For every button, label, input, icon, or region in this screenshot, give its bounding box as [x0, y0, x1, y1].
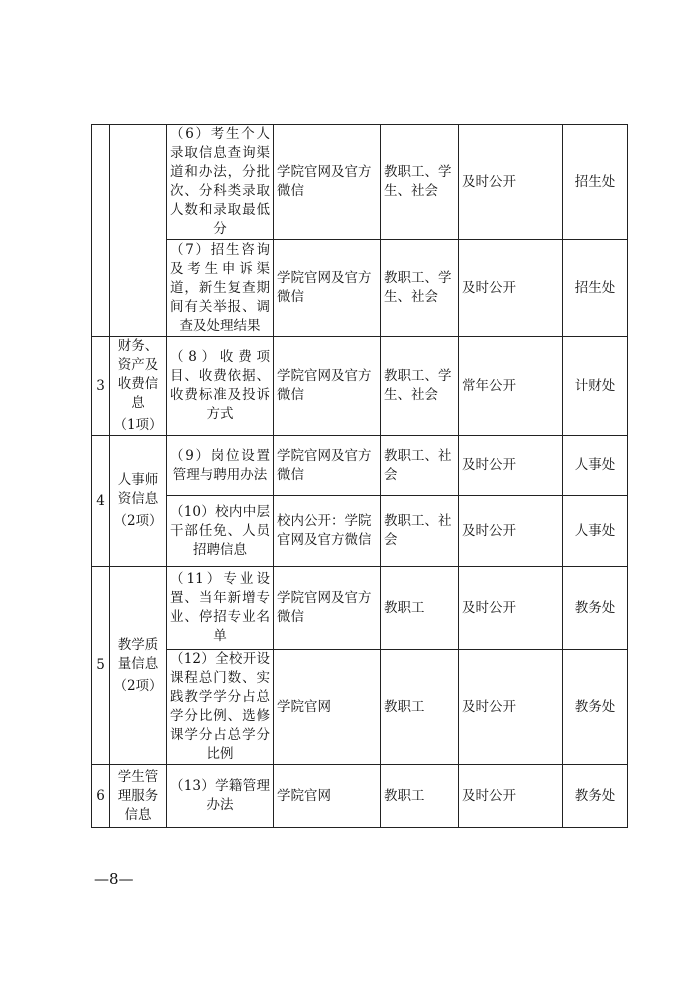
category-name: 财务、资产及收费信息: [117, 338, 159, 411]
item-content-cell: （6）考生个人录取信息查询渠道和办法，分批次、分科类录取人数和录取最低分: [167, 125, 274, 240]
department-cell: 教务处: [563, 567, 628, 650]
timing-cell: 及时公开: [459, 240, 563, 337]
scope-cell: 教职工: [381, 567, 459, 650]
table-row: [92, 496, 628, 567]
channel-cell: 学院官网及官方微信: [274, 125, 381, 240]
item-content-cell: （7）招生咨询及考生申诉渠道，新生复查期间有关举报、调查及处理结果: [167, 240, 274, 337]
category-cell: [110, 337, 167, 436]
category-count: （1项）: [113, 417, 163, 433]
category-cell: [110, 567, 167, 765]
item-content-cell: （10）校内中层干部任免、人员招聘信息: [167, 496, 274, 567]
item-number-cell: [92, 125, 110, 337]
channel-cell: 学院官网: [274, 650, 381, 765]
timing-cell: 及时公开: [459, 567, 563, 650]
timing-cell: 及时公开: [459, 125, 563, 240]
table-row: [92, 436, 628, 496]
table-row: [92, 650, 628, 765]
scope-cell: 教职工、社会: [381, 496, 459, 567]
category-cell: 学生管理服务信息: [110, 765, 167, 828]
item-content-cell: （11）专业设置、当年新增专业、停招专业名单: [167, 567, 274, 650]
item-content-cell: （8）收费项目、收费依据、收费标准及投诉方式: [167, 337, 274, 436]
channel-cell: 校内公开：学院官网及官方微信: [274, 496, 381, 567]
disclosure-table: [91, 124, 628, 828]
department-cell: 教务处: [563, 765, 628, 828]
table-row: [92, 240, 628, 337]
scope-cell: 教职工、社会: [381, 436, 459, 496]
category-cell: [110, 436, 167, 567]
category-count: （2项）: [113, 513, 163, 529]
page-number: —8—: [94, 870, 134, 888]
category-cell: [110, 125, 167, 337]
table-row: [92, 765, 628, 828]
item-number-cell: 5: [92, 567, 110, 765]
scope-cell: 教职工、学生、社会: [381, 125, 459, 240]
item-number-cell: 4: [92, 436, 110, 567]
table-row: [92, 337, 628, 436]
department-cell: 招生处: [563, 125, 628, 240]
scope-cell: 教职工: [381, 765, 459, 828]
item-number-cell: 6: [92, 765, 110, 828]
category-count: （2项）: [113, 677, 163, 694]
category-name: 教学质量信息: [117, 636, 159, 672]
scope-cell: 教职工、学生、社会: [381, 240, 459, 337]
department-cell: 人事处: [563, 496, 628, 567]
channel-cell: 学院官网: [274, 765, 381, 828]
item-content-cell: （12）全校开设课程总门数、实践教学学分占总学分比例、选修课学分占总学分比例: [167, 650, 274, 765]
department-cell: 招生处: [563, 240, 628, 337]
scope-cell: 教职工: [381, 650, 459, 765]
timing-cell: 及时公开: [459, 765, 563, 828]
channel-cell: 学院官网及官方微信: [274, 436, 381, 496]
timing-cell: 常年公开: [459, 337, 563, 436]
timing-cell: 及时公开: [459, 436, 563, 496]
table-row: [92, 567, 628, 650]
timing-cell: 及时公开: [459, 496, 563, 567]
item-content-cell: （9）岗位设置管理与聘用办法: [167, 436, 274, 496]
channel-cell: 学院官网及官方微信: [274, 337, 381, 436]
table-row: [92, 125, 628, 240]
category-name: 人事师资信息: [117, 472, 159, 507]
scope-cell: 教职工、学生、社会: [381, 337, 459, 436]
timing-cell: 及时公开: [459, 650, 563, 765]
department-cell: 计财处: [563, 337, 628, 436]
channel-cell: 学院官网及官方微信: [274, 240, 381, 337]
item-number-cell: 3: [92, 337, 110, 436]
channel-cell: 学院官网及官方微信: [274, 567, 381, 650]
department-cell: 人事处: [563, 436, 628, 496]
item-content-cell: （13）学籍管理办法: [167, 765, 274, 828]
department-cell: 教务处: [563, 650, 628, 765]
